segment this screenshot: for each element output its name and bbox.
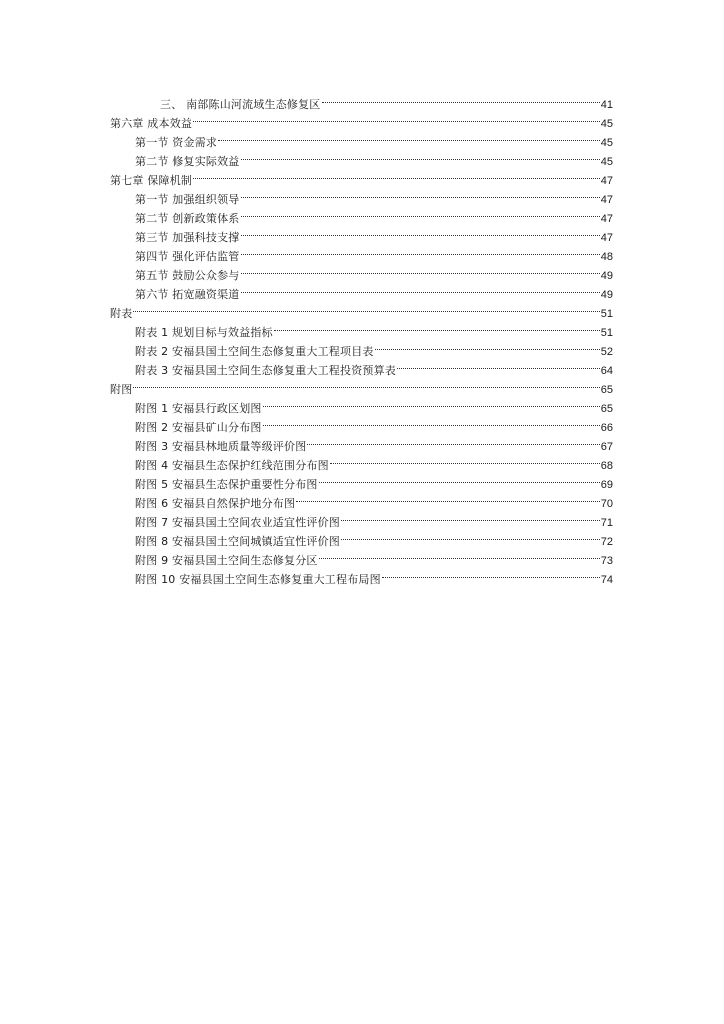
toc-entry[interactable] bbox=[110, 507, 613, 529]
toc-dot-leader bbox=[341, 507, 600, 526]
toc-entry-title: 第六章 成本效益 bbox=[110, 117, 193, 130]
toc-entry[interactable] bbox=[110, 241, 613, 263]
toc-page-number: 45 bbox=[600, 137, 613, 149]
toc-chapter-entry[interactable] bbox=[110, 165, 613, 187]
toc-page-number: 41 bbox=[600, 99, 613, 111]
toc-page-number: 72 bbox=[600, 536, 613, 548]
toc-entry-title: 附表 3 安福县国土空间生态修复重大工程投资预算表 bbox=[135, 364, 396, 377]
toc-entry-title: 附表 2 安福县国土空间生态修复重大工程项目表 bbox=[135, 345, 374, 358]
toc-page-number: 45 bbox=[600, 156, 613, 168]
toc-page-number: 65 bbox=[600, 384, 613, 396]
toc-page-number: 47 bbox=[600, 175, 613, 187]
toc-entry-title: 附图 7 安福县国土空间农业适宜性评价图 bbox=[135, 516, 340, 529]
toc-dot-leader bbox=[274, 317, 600, 336]
toc-dot-leader bbox=[296, 488, 600, 507]
toc-page-number: 69 bbox=[600, 479, 613, 491]
toc-page-number: 52 bbox=[600, 346, 613, 358]
toc-entry-title: 第二节 创新政策体系 bbox=[135, 212, 240, 225]
toc-entry-title: 附图 9 安福县国土空间生态修复分区 bbox=[135, 554, 318, 567]
toc-entry-title: 三、 南部陈山河流域生态修复区 bbox=[160, 98, 321, 111]
toc-entry-title: 第四节 强化评估监管 bbox=[135, 250, 240, 263]
toc-entry-title: 第二节 修复实际效益 bbox=[135, 155, 240, 168]
toc-entry[interactable] bbox=[110, 260, 613, 282]
toc-entry[interactable] bbox=[110, 393, 613, 415]
toc-entry[interactable] bbox=[110, 469, 613, 491]
toc-entry[interactable] bbox=[110, 127, 613, 149]
toc-entry-title: 第六节 拓宽融资渠道 bbox=[135, 288, 240, 301]
toc-dot-leader bbox=[307, 431, 599, 450]
toc-dot-leader bbox=[241, 222, 600, 241]
toc-page-number: 70 bbox=[600, 498, 613, 510]
toc-entry[interactable] bbox=[110, 89, 613, 111]
toc-page-number: 47 bbox=[600, 213, 613, 225]
toc-entry[interactable] bbox=[110, 203, 613, 225]
toc-page-number: 71 bbox=[600, 517, 613, 529]
toc-chapter-entry[interactable] bbox=[110, 374, 613, 396]
toc-dot-leader bbox=[397, 355, 600, 374]
toc-entry-title: 附表 1 规划目标与效益指标 bbox=[135, 326, 273, 339]
toc-entry-title: 第一节 加强组织领导 bbox=[135, 193, 240, 206]
toc-entry[interactable] bbox=[110, 545, 613, 567]
toc-dot-leader bbox=[263, 412, 600, 431]
toc-entry-title: 附图 10 安福县国土空间生态修复重大工程布局图 bbox=[135, 573, 381, 586]
toc-page-number: 67 bbox=[600, 441, 613, 453]
toc-entry-title: 附表 bbox=[110, 307, 133, 320]
toc-page-number: 51 bbox=[600, 327, 613, 339]
toc-chapter-entry[interactable] bbox=[110, 108, 613, 130]
toc-entry[interactable] bbox=[110, 222, 613, 244]
toc-chapter-entry[interactable] bbox=[110, 298, 613, 320]
toc-page-number: 48 bbox=[600, 251, 613, 263]
toc-entry-title: 附图 5 安福县生态保护重要性分布图 bbox=[135, 478, 318, 491]
toc-dot-leader bbox=[263, 393, 600, 412]
toc-page-number: 49 bbox=[600, 270, 613, 282]
toc-entry-title: 第一节 资金需求 bbox=[135, 136, 218, 149]
toc-page-number: 66 bbox=[600, 422, 613, 434]
toc-entry-title: 第七章 保障机制 bbox=[110, 174, 193, 187]
toc-entry[interactable] bbox=[110, 279, 613, 301]
toc-entry-title: 附图 3 安福县林地质量等级评价图 bbox=[135, 440, 307, 453]
toc-dot-leader bbox=[241, 184, 600, 203]
toc-dot-leader bbox=[133, 374, 599, 393]
toc-dot-leader bbox=[241, 279, 600, 298]
toc-dot-leader bbox=[319, 469, 600, 488]
toc-dot-leader bbox=[241, 146, 600, 165]
toc-page-number: 47 bbox=[600, 232, 613, 244]
toc-page-number: 74 bbox=[600, 574, 613, 586]
toc-dot-leader bbox=[241, 241, 600, 260]
toc-entry-title: 附图 1 安福县行政区划图 bbox=[135, 402, 262, 415]
toc-dot-leader bbox=[241, 203, 600, 222]
toc-dot-leader bbox=[322, 89, 600, 108]
toc-entry[interactable] bbox=[110, 146, 613, 168]
toc-entry-title: 附图 6 安福县自然保护地分布图 bbox=[135, 497, 296, 510]
toc-dot-leader bbox=[133, 298, 599, 317]
toc-entry[interactable] bbox=[110, 564, 613, 586]
toc-dot-leader bbox=[341, 526, 600, 545]
toc-entry[interactable] bbox=[110, 431, 613, 453]
toc-dot-leader bbox=[319, 545, 600, 564]
toc-entry[interactable] bbox=[110, 317, 613, 339]
toc-dot-leader bbox=[330, 450, 600, 469]
toc-entry[interactable] bbox=[110, 412, 613, 434]
toc-page-number: 47 bbox=[600, 194, 613, 206]
toc-entry-title: 附图 4 安福县生态保护红线范围分布图 bbox=[135, 459, 329, 472]
toc-dot-leader bbox=[375, 336, 600, 355]
toc-page-number: 51 bbox=[600, 308, 613, 320]
toc-page-number: 49 bbox=[600, 289, 613, 301]
toc-entry[interactable] bbox=[110, 526, 613, 548]
toc-entry-title: 附图 bbox=[110, 383, 133, 396]
toc-page-number: 73 bbox=[600, 555, 613, 567]
toc-dot-leader bbox=[241, 260, 600, 279]
toc-entry[interactable] bbox=[110, 336, 613, 358]
toc-page-number: 68 bbox=[600, 460, 613, 472]
toc-entry-title: 附图 8 安福县国土空间城镇适宜性评价图 bbox=[135, 535, 340, 548]
toc-entry[interactable] bbox=[110, 488, 613, 510]
toc-dot-leader bbox=[382, 564, 600, 583]
toc-entry-title: 附图 2 安福县矿山分布图 bbox=[135, 421, 262, 434]
toc-entry-title: 第三节 加强科技支撑 bbox=[135, 231, 240, 244]
toc-entry[interactable] bbox=[110, 450, 613, 472]
toc-page-number: 64 bbox=[600, 365, 613, 377]
toc-page-number: 45 bbox=[600, 118, 613, 130]
toc-entry-title: 第五节 鼓励公众参与 bbox=[135, 269, 240, 282]
toc-dot-leader bbox=[193, 165, 600, 184]
toc-entry[interactable] bbox=[110, 355, 613, 377]
toc-dot-leader bbox=[193, 108, 600, 127]
table-of-contents bbox=[110, 89, 613, 586]
toc-page-number: 65 bbox=[600, 403, 613, 415]
toc-entry[interactable] bbox=[110, 184, 613, 206]
toc-dot-leader bbox=[218, 127, 600, 146]
